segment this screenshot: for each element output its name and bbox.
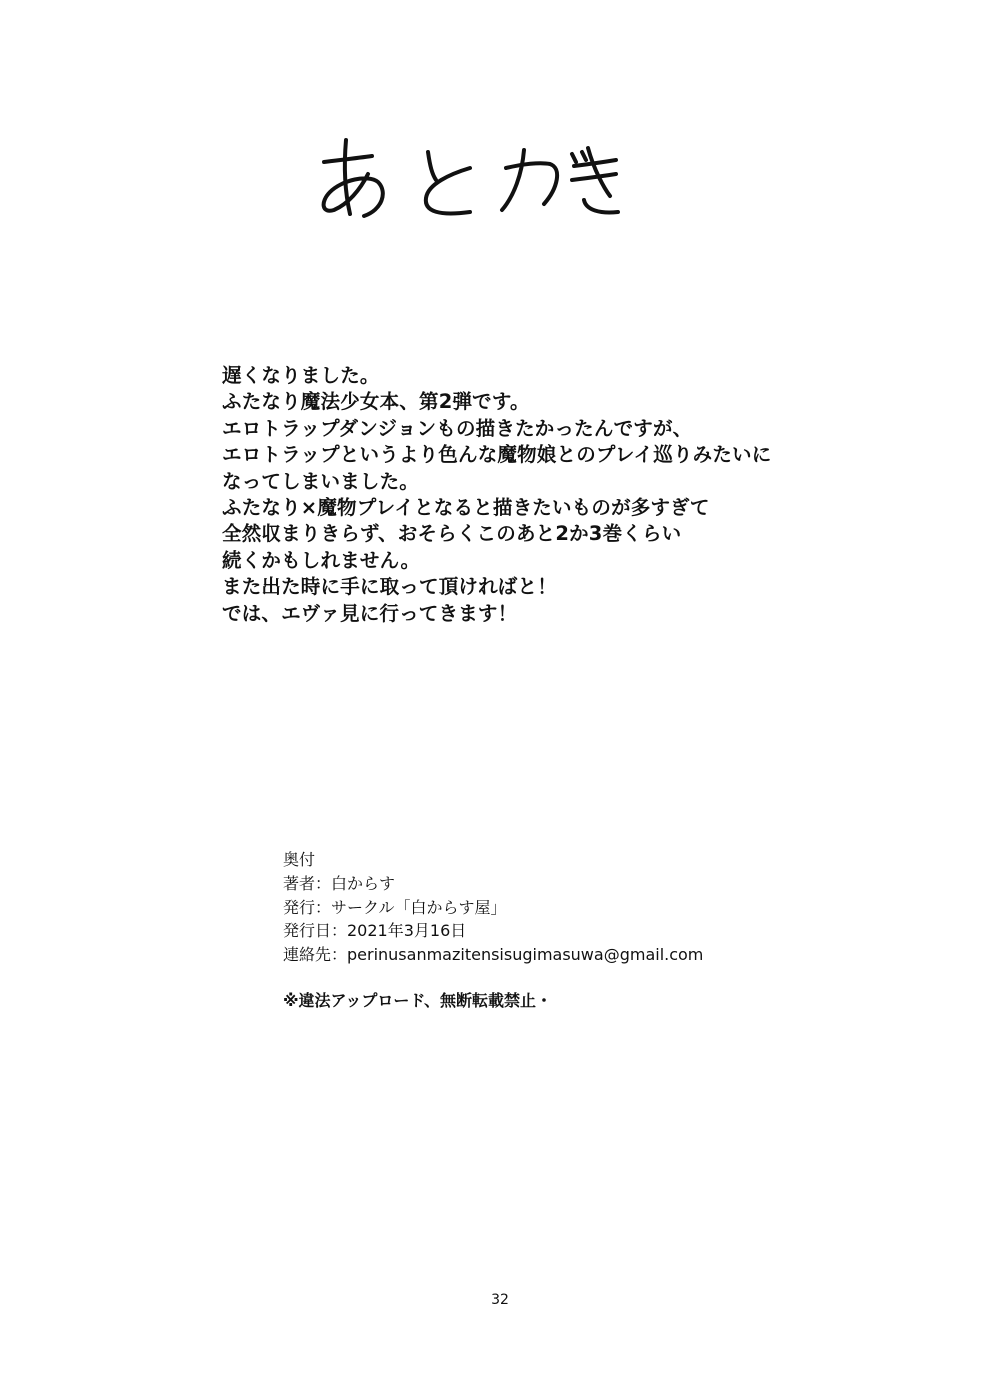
afterword-line: また出た時に手に取って頂ければと！ [222,575,557,599]
afterword-line: 全然収まりきらず、おそらくこのあと2か3巻くらい [222,522,682,546]
afterword-line: ふたなり×魔物プレイとなると描きたいものが多すぎて [222,495,710,519]
colophon-author: 著者：白からす [283,873,396,893]
afterword-text [222,363,802,627]
colophon-date: 発行日：2021年3月16日 [283,921,467,941]
colophon-contact: 連絡先：perinusanmazitensisugimasuwa@gmail.com [283,945,704,965]
afterword-line: エロトラップダンジョンもの描きたかったんですが、 [222,416,693,440]
afterword-line: 続くかもしれません。 [222,548,421,572]
colophon-heading: 奥付 [283,850,316,869]
page-number: 32 [491,1292,509,1308]
colophon [283,848,783,967]
handwritten-title [310,118,630,238]
afterword-line: エロトラップというより色んな魔物娘とのプレイ巡りみたいに [222,443,772,467]
afterword-line: 遅くなりました。 [222,364,380,387]
afterword-line: なってしまいました。 [222,469,420,493]
handwritten-title-art [310,118,630,238]
afterword-line: ふたなり魔法少女本、第2弾です。 [222,390,530,414]
afterword-line: では、エヴァ見に行ってきます！ [222,601,518,625]
colophon-publisher: 発行：サークル「白からす屋」 [283,897,507,917]
copyright-notice: ※違法アップロード、無断転載禁止・ [283,991,552,1010]
